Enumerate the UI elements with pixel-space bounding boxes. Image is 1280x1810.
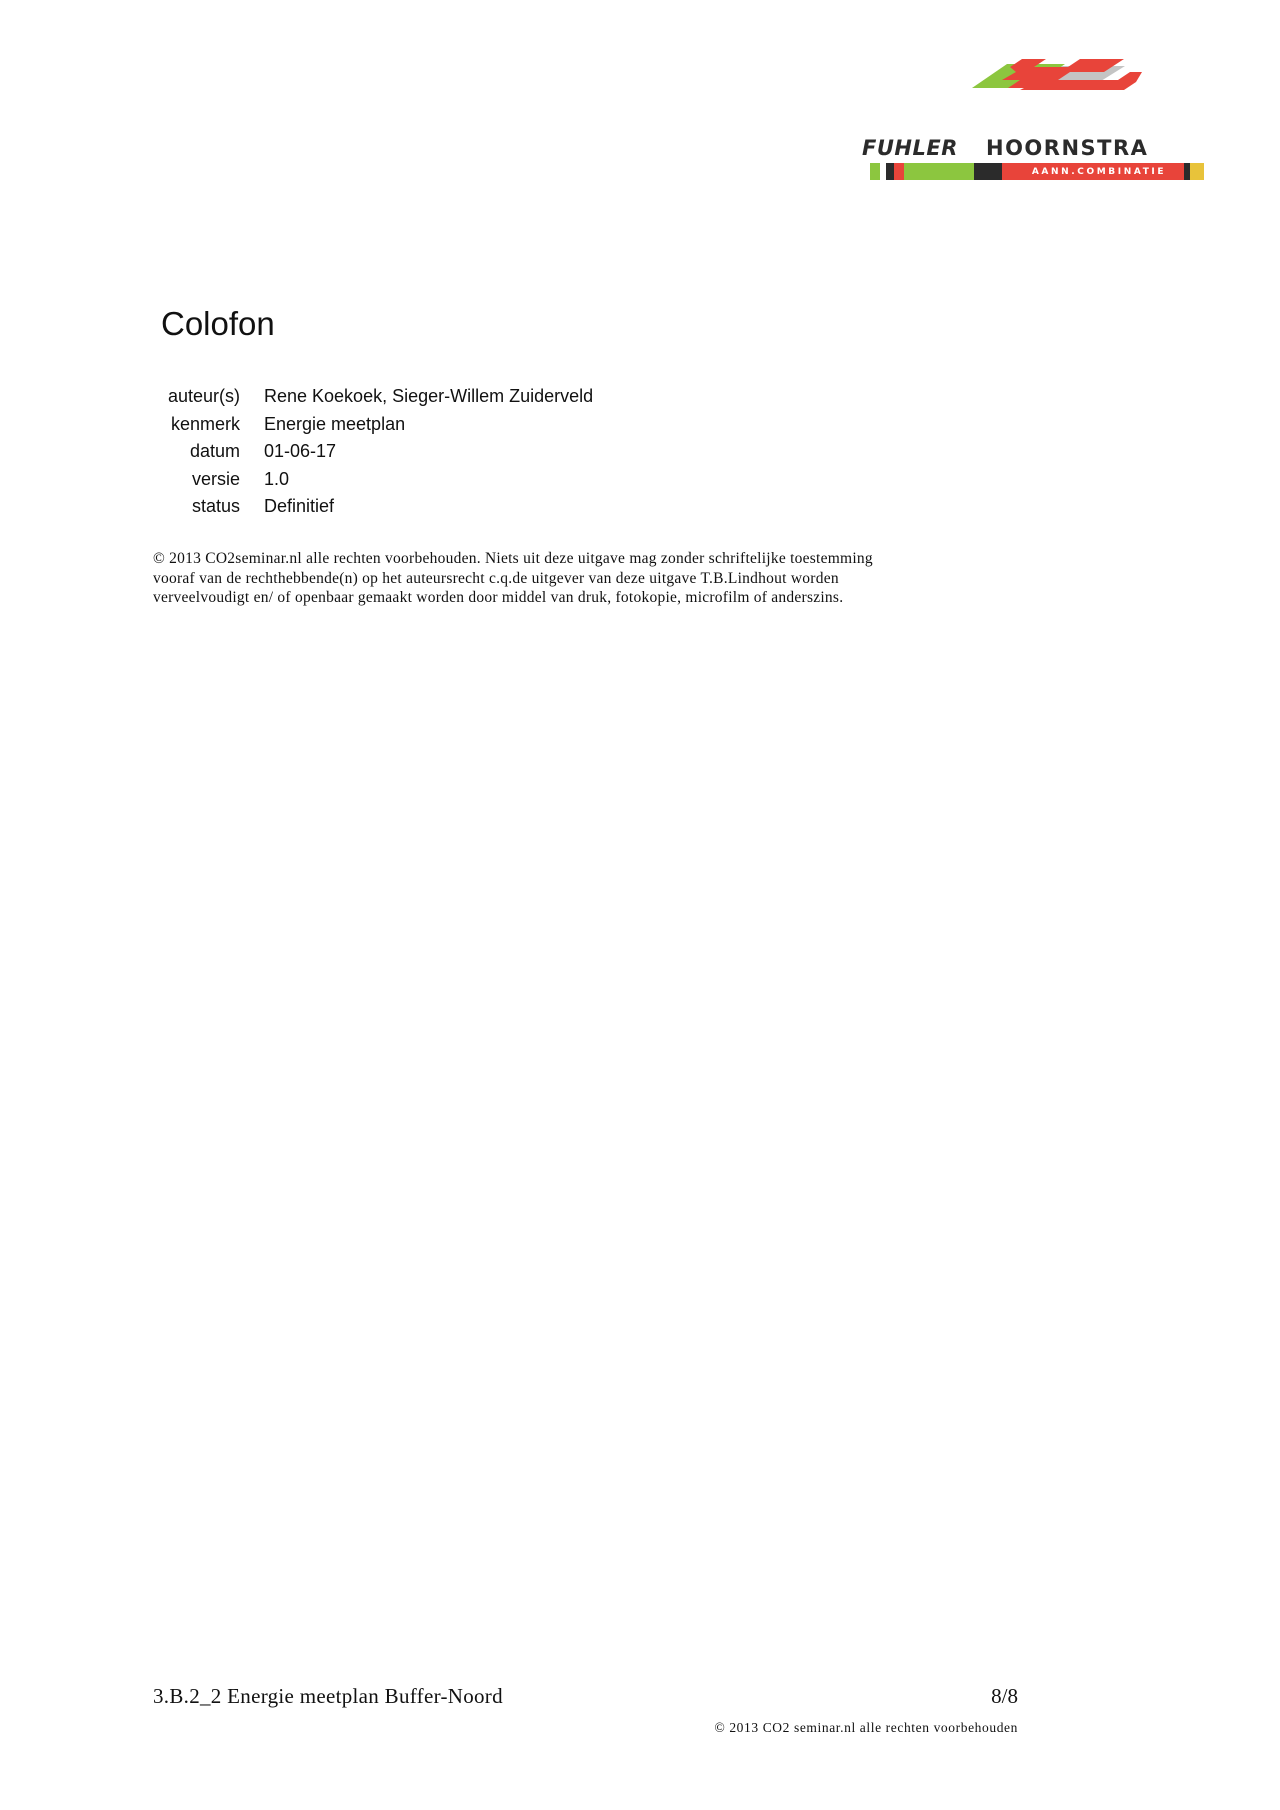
- meta-row: [150, 466, 593, 494]
- meta-value: 1.0: [264, 468, 290, 489]
- meta-value: Rene Koekoek, Sieger-Willem Zuiderveld: [264, 386, 594, 406]
- logo-name-left: FUHLER: [862, 136, 958, 160]
- logo-stripe-dark: [886, 163, 894, 180]
- meta-label: datum: [189, 441, 240, 461]
- meta-value: 01-06-17: [264, 441, 337, 461]
- meta-row: [150, 438, 593, 466]
- logo-name-right: HOORNSTRA: [986, 136, 1149, 160]
- meta-label: versie: [191, 468, 240, 489]
- logo-stripe-green-left: [870, 163, 880, 180]
- footer-page-number: 8/8: [991, 1684, 1018, 1708]
- footer-document-title: 3.B.2_2 Energie meetplan Buffer-Noord: [153, 1684, 503, 1708]
- copyright-notice-line: verveelvoudigt en/ of openbaar gemaakt worden door middel van druk, fotokopie, microfilm of anderszins.: [153, 589, 844, 606]
- meta-label: auteur(s): [167, 386, 240, 406]
- meta-row: [150, 493, 593, 521]
- meta-value: Energie meetplan: [264, 413, 406, 434]
- copyright-notice-line: © 2013 CO2seminar.nl alle rechten voorbehouden. Niets uit deze uitgave mag zonder schriftelijke toestemming: [153, 550, 873, 567]
- meta-row: [150, 411, 593, 439]
- logo-tagline: AANN.COMBINATIE: [1031, 167, 1167, 177]
- company-logo: [862, 58, 1208, 186]
- logo-stripe-green: [904, 163, 974, 180]
- meta-row: [150, 383, 593, 411]
- meta-label: kenmerk: [170, 413, 240, 434]
- page-title: Colofon: [161, 305, 275, 342]
- colophon-table: [150, 383, 593, 521]
- logo-stripe-dark-mid: [974, 163, 1002, 180]
- footer-copyright: © 2013 CO2 seminar.nl alle rechten voorbehouden: [714, 1720, 1018, 1735]
- meta-label: status: [191, 496, 240, 516]
- meta-value: Definitief: [264, 496, 335, 516]
- logo-stripe-red: [894, 163, 904, 180]
- copyright-notice: [153, 549, 1013, 608]
- copyright-notice-line: vooraf van de rechthebbende(n) op het auteursrecht c.q.de uitgever van deze uitgave T.B.Lindhout worden: [153, 569, 839, 587]
